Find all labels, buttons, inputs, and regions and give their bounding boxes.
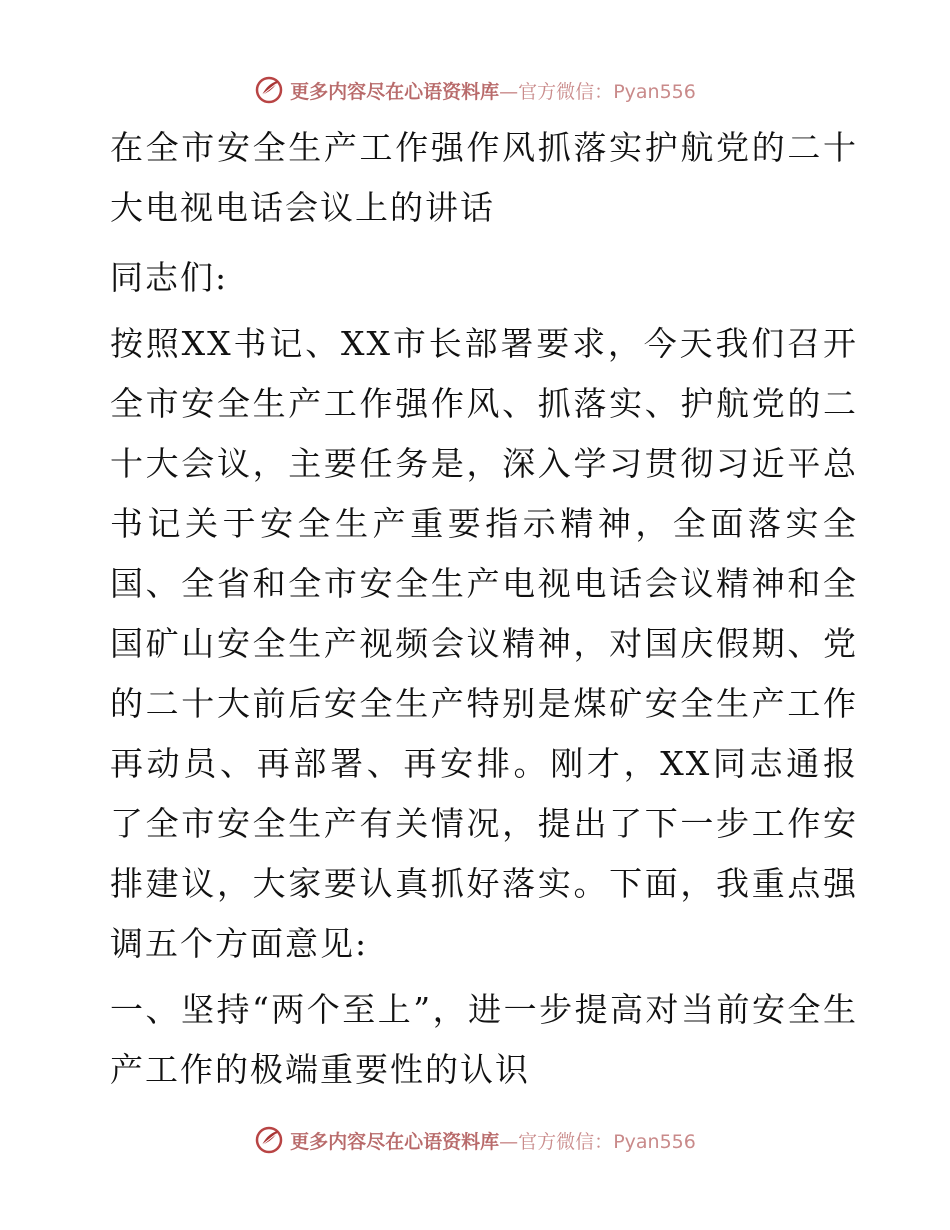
quill-logo-icon: [254, 1125, 284, 1155]
footer-watermark: [0, 1122, 950, 1158]
watermark-id: Pyan556: [613, 1130, 696, 1153]
watermark-group: [254, 75, 696, 105]
salutation: 同志们:: [110, 258, 229, 297]
watermark-id: Pyan556: [613, 80, 696, 103]
watermark-group: [254, 1125, 696, 1155]
watermark-sub: 官方微信：: [518, 1130, 614, 1153]
document-title: 在全市安全生产工作强作风抓落实护航党的二十大电视电话会议上的讲话: [110, 128, 858, 227]
watermark-dash: —: [499, 1130, 519, 1153]
watermark-dash: —: [499, 80, 519, 103]
watermark-main: 更多内容尽在心语资料库: [290, 80, 500, 103]
quill-logo-icon: [254, 75, 284, 105]
watermark-sub: 官方微信：: [518, 80, 614, 103]
document-body: [98, 118, 858, 1100]
watermark-text: [290, 1127, 696, 1154]
section-heading-1: 一、坚持“两个至上”，进一步提高对当前安全生产工作的极端重要性的认识: [110, 990, 858, 1089]
watermark-text: [290, 77, 696, 104]
header-watermark: [0, 72, 950, 108]
body-paragraph: 按照XX书记、XX市长部署要求，今天我们召开全市安全生产工作强作风、抓落实、护航党的二十大会议，主要任务是，深入学习贯彻习近平总书记关于安全生产重要指示精神，全面落实全国、全省和全市安全生产电视电话会议精神和全国矿山安全生产视频会议精神，对国庆假期、党的二十大前后安全生产特别是煤矿安全生产工作再动员、再部署、再安排。刚才，XX同志通报了全市安全生产有关情况，提出了下一步工作安排建议，大家要认真抓好落实。下面，我重点强调五个方面意见:: [110, 324, 858, 963]
watermark-main: 更多内容尽在心语资料库: [290, 1130, 500, 1153]
